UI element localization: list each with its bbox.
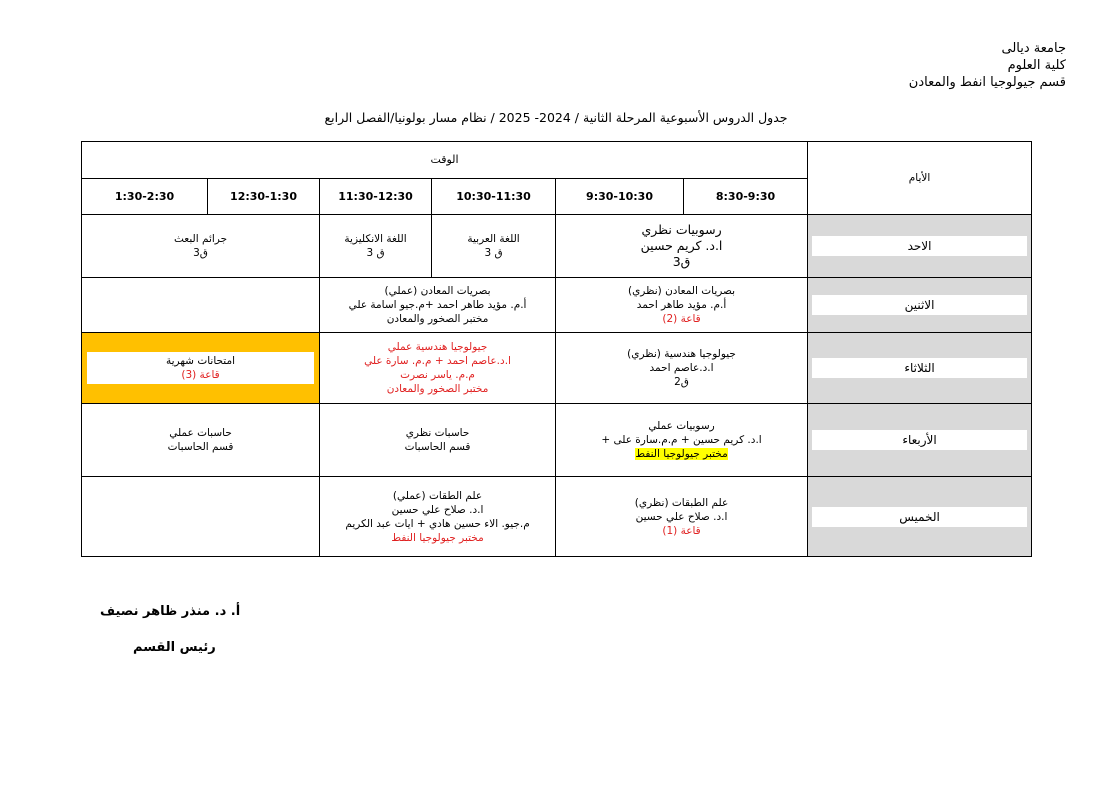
class-cell: بصريات المعادن (نظري) أ.م. مؤيد طاهر احمد قاعة (2): [556, 278, 808, 333]
day-cell: [808, 477, 1032, 557]
days-header: الأيام: [908, 172, 931, 184]
slot-header: 9:30-10:30: [556, 179, 684, 215]
time-header: الوقت: [86, 152, 803, 168]
university-name: جامعة ديالى: [1001, 41, 1066, 56]
day-label: الخميس: [812, 507, 1027, 527]
class-cell: اللغة العربية ق 3: [432, 215, 556, 278]
table-row: [82, 278, 1032, 333]
day-label: الاحد: [812, 236, 1027, 256]
empty-cell: [82, 477, 320, 557]
day-cell: [808, 333, 1032, 404]
slot-header: 10:30-11:30: [432, 179, 556, 215]
class-cell: علم الطبقات (نظري) ا.د. صلاح علي حسين قاعة (1): [556, 477, 808, 557]
empty-cell: [82, 278, 320, 333]
class-cell: رسوبيات عملي ا.د. كريم حسين + م.م.سارة على + مختبر جيولوجيا النفط: [556, 404, 808, 477]
exam-box: امتحانات شهرية قاعة (3): [87, 352, 314, 384]
class-cell: حاسبات نظري قسم الحاسبات: [320, 404, 556, 477]
table-row: [82, 477, 1032, 557]
schedule-title: جدول الدروس الأسبوعية المرحلة الثانية / 2024- 2025 / نظام مسار بولونيا/الفصل الرابع: [324, 110, 788, 125]
class-cell: حاسبات عملي قسم الحاسبات: [82, 404, 320, 477]
day-label: الاثنين: [812, 295, 1027, 315]
class-cell: بصريات المعادن (عملي) أ.م. مؤيد طاهر احمد +م.جيو اسامة علي مختبر الصخور والمعادن: [320, 278, 556, 333]
table-row: [82, 333, 1032, 404]
day-cell: [808, 215, 1032, 278]
class-cell: جيولوجيا هندسية عملي ا.د.عاصم احمد + م.م. سارة علي م.م. ياسر نصرت مختبر الصخور والمعادن: [320, 333, 556, 404]
day-cell: [808, 404, 1032, 477]
signature-name: أ. د. منذر ظاهر نصيف: [100, 604, 241, 619]
slot-header: 8:30-9:30: [684, 179, 808, 215]
day-label: الأربعاء: [812, 430, 1027, 450]
slot-header: 12:30-1:30: [208, 179, 320, 215]
class-cell: اللغة الانكليزية ق 3: [320, 215, 432, 278]
table-row: [82, 404, 1032, 477]
department-name: قسم جيولوجيا انفط والمعادن: [908, 75, 1066, 90]
day-cell: [808, 278, 1032, 333]
exam-cell: [82, 333, 320, 404]
slot-header: 1:30-2:30: [82, 179, 208, 215]
time-header-cell: [82, 142, 808, 179]
class-cell: جرائم البعث ق3: [82, 215, 320, 278]
signature-role: رئيس القسم: [133, 640, 216, 655]
table-row: [82, 215, 1032, 278]
class-cell: رسوبيات نظري ا.د. كريم حسين ق3: [556, 215, 808, 278]
schedule-table: [81, 141, 1032, 557]
days-header-cell: [808, 142, 1032, 215]
class-cell: جيولوجيا هندسية (نظري) ا.د.عاصم احمد ق2: [556, 333, 808, 404]
class-cell: علم الطقات (عملي) ا.د. صلاح علي حسين م.جيو. الاء حسين هادي + ايات عبد الكريم مختبر جيولوجيا النفط: [320, 477, 556, 557]
highlighted-lab: مختبر جيولوجيا النفط: [635, 448, 728, 460]
college-name: كلية العلوم: [1007, 58, 1066, 73]
slot-header: 11:30-12:30: [320, 179, 432, 215]
document-header: [909, 40, 1066, 91]
day-label: الثلاثاء: [812, 358, 1027, 378]
